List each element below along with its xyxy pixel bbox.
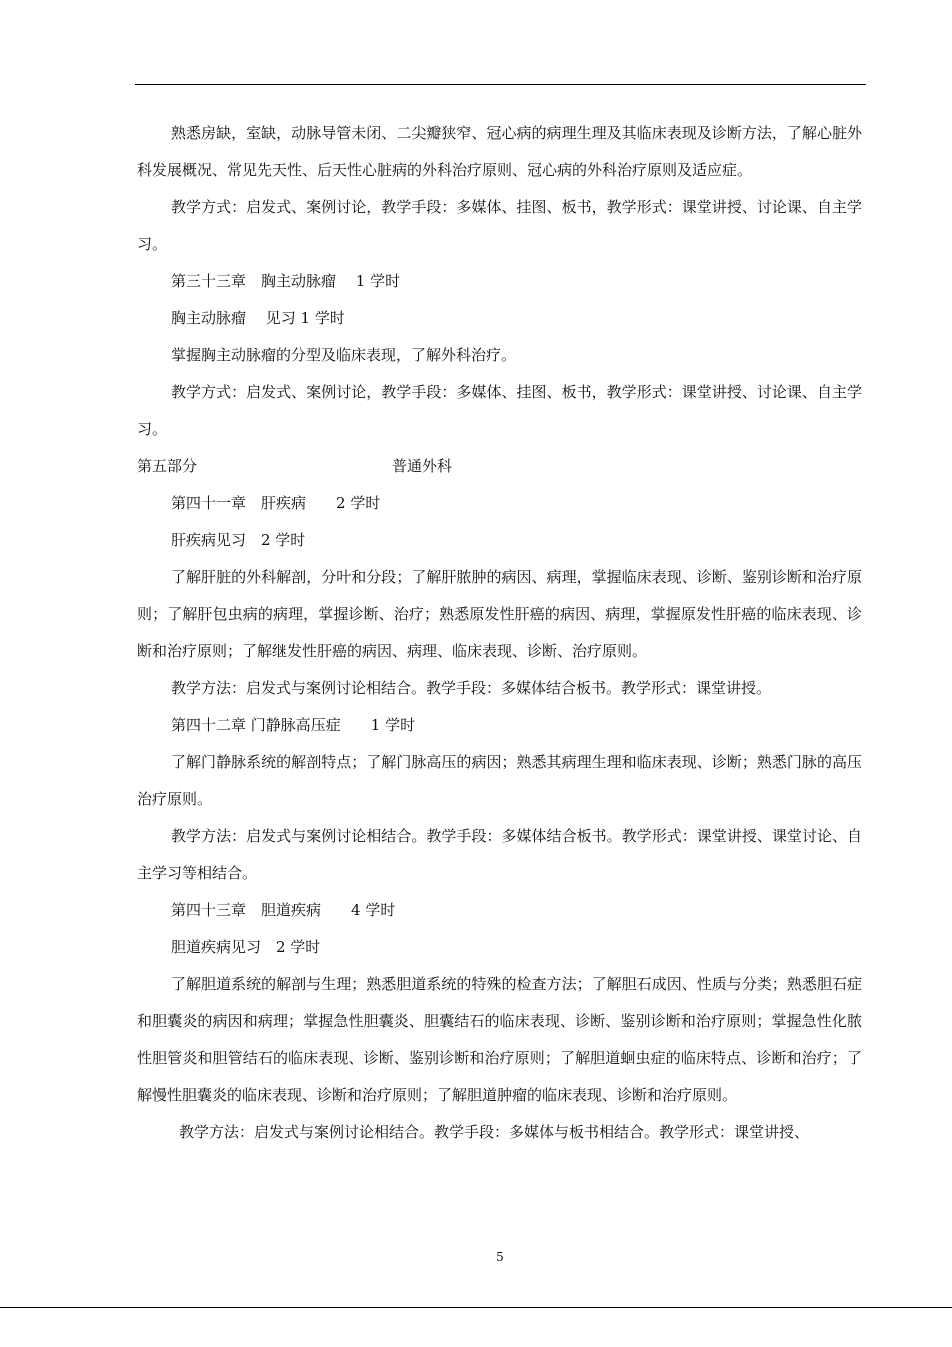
- paragraph-teaching-method: 教学方法：启发式与案例讨论相结合。教学手段：多媒体结合板书。教学形式：课堂讲授、课堂讨论、自主学习等相结合。: [137, 827, 862, 882]
- practicum-heading: 肝疾病见习 2 学时: [171, 531, 306, 549]
- paragraph-liver-objectives: 了解肝脏的外科解剖，分叶和分段；了解肝脓肿的病因、病理，掌握临床表现、诊断、鉴别诊断和治疗原则；了解肝包虫病的病理，掌握诊断、治疗；熟悉原发性肝癌的病因、病理，掌握原发性肝癌的临床表现、诊断和治疗原则；了解继发性肝癌的病因、病理、临床表现、诊断、治疗原则。: [137, 568, 862, 660]
- chapter-heading: 第三十三章 胸主动脉瘤 1 学时: [171, 272, 401, 290]
- practicum-heading: 胆道疾病见习 2 学时: [171, 938, 321, 956]
- paragraph-teaching-method: 教学方法：启发式与案例讨论相结合。教学手段：多媒体结合板书。教学形式：课堂讲授。: [171, 679, 772, 697]
- chapter-heading: 第四十三章 胆道疾病 4 学时: [171, 901, 396, 919]
- paragraph-teaching-method: 教学方式：启发式、案例讨论，教学手段：多媒体、挂图、板书，教学形式：课堂讲授、讨论课、自主学习。: [137, 383, 862, 438]
- paragraph-portal-objectives: 了解门静脉系统的解剖特点；了解门脉高压的病因；熟悉其病理生理和临床表现、诊断；熟悉门脉的高压治疗原则。: [137, 753, 862, 808]
- paragraph-biliary-objectives: 了解胆道系统的解剖与生理；熟悉胆道系统的特殊的检查方法；了解胆石成因、性质与分类；熟悉胆石症和胆囊炎的病因和病理；掌握急性胆囊炎、胆囊结石的临床表现、诊断、鉴别诊断和治疗原则；掌握急性化脓性胆管炎和胆管结石的临床表现、诊断、鉴别诊断和治疗原则；了解胆道蛔虫症的临床特点、诊断和治疗；了解慢性胆囊炎的临床表现、诊断和治疗原则；了解胆道肿瘤的临床表现、诊断和治疗原则。: [137, 975, 862, 1104]
- paragraph-aneurysm-objectives: 掌握胸主动脉瘤的分型及临床表现，了解外科治疗。: [171, 346, 517, 364]
- part-heading: 第五部分 普通外科: [137, 457, 453, 475]
- page-number: 5: [496, 1250, 504, 1264]
- chapter-heading: 第四十一章 肝疾病 2 学时: [171, 494, 381, 512]
- header-rule: [135, 84, 866, 85]
- footer-rule: [0, 1307, 952, 1308]
- chapter-heading: 第四十二章 门静脉高压症 1 学时: [171, 716, 416, 734]
- paragraph-heart-surgery-objectives: 熟悉房缺，室缺，动脉导管未闭、二尖瓣狭窄、冠心病的病理生理及其临床表现及诊断方法，了解心脏外科发展概况、常见先天性、后天性心脏病的外科治疗原则、冠心病的外科治疗原则及适应症。: [137, 124, 862, 179]
- practicum-heading: 胸主动脉瘤 见习 1 学时: [171, 309, 345, 327]
- paragraph-teaching-method: 教学方法：启发式与案例讨论相结合。教学手段：多媒体与板书相结合。教学形式：课堂讲授、: [179, 1123, 810, 1141]
- document-body: [137, 115, 862, 1151]
- paragraph-teaching-method: 教学方式：启发式、案例讨论，教学手段：多媒体、挂图、板书，教学形式：课堂讲授、讨论课、自主学习。: [137, 198, 862, 253]
